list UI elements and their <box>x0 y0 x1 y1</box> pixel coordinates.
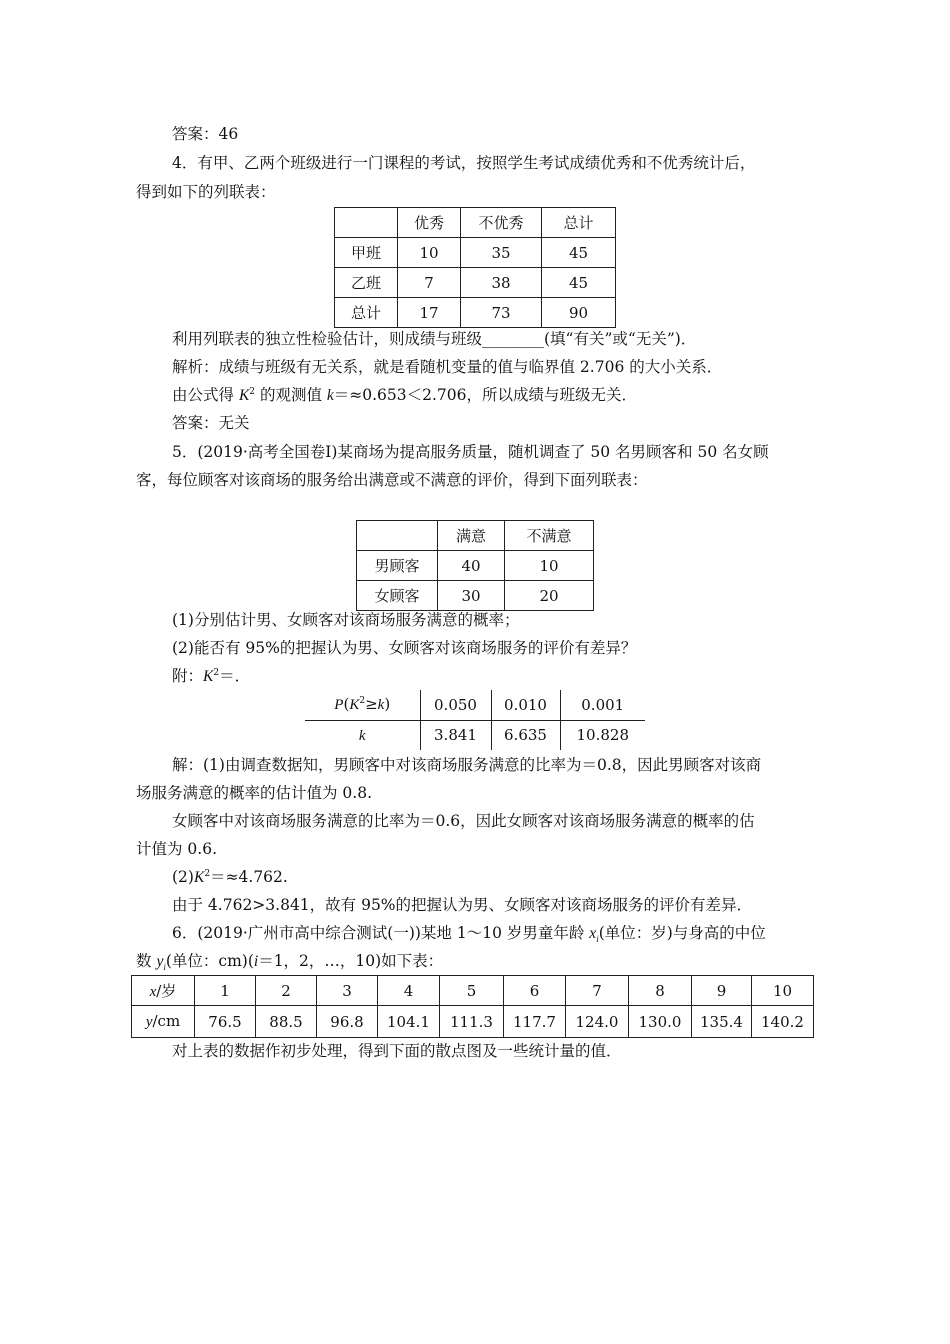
contingency-table-customer <box>356 520 594 611</box>
solution-line: 解：(1)由调查数据知，男顾客中对该商场服务满意的比率为＝0.8，因此男顾客对该商 <box>172 756 762 774</box>
question-4-text: 4．有甲、乙两个班级进行一门课程的考试，按照学生考试成绩优秀和不优秀统计后， <box>172 154 756 172</box>
question-6-text: 6．(2019·广州市高中综合测试(一))某地 1～10 岁男童年龄 $x_i$(单位：岁)与身高的中位 <box>172 924 766 945</box>
table-cell: 10.828 <box>576 726 629 745</box>
table-cell: x/岁 <box>132 976 195 1006</box>
table-cell <box>357 521 438 551</box>
question-5-text: 5．(2019·高考全国卷Ⅰ)某商场为提高服务质量，随机调查了 50 名男顾客和 50 名女顾 <box>172 443 769 461</box>
table-cell: 7 <box>398 268 461 298</box>
answer-line: 答案：46 <box>172 125 239 143</box>
solution-line: 场服务满意的概率的估计值为 0.8. <box>136 784 373 802</box>
table-cell: k <box>305 720 420 750</box>
table-cell: 0.001 <box>581 695 625 714</box>
table-cell: 0.010 <box>491 690 560 720</box>
table-row <box>335 298 616 328</box>
table-cell: 76.5 <box>195 1006 256 1038</box>
table-cell: 45 <box>542 238 616 268</box>
table-cell: 5 <box>440 976 504 1006</box>
table-cell: 135.4 <box>692 1006 752 1038</box>
table-cell: 4 <box>378 976 440 1006</box>
question-6-followup: 对上表的数据作初步处理，得到下面的散点图及一些统计量的值． <box>172 1042 622 1060</box>
table-header-row <box>357 521 594 551</box>
table-cell: 满意 <box>438 521 505 551</box>
table-cell: 20 <box>505 581 594 611</box>
table-cell: 1 <box>195 976 256 1006</box>
table-row <box>357 581 594 611</box>
table-cell: 10 <box>505 551 594 581</box>
question-5-part-1: (1)分别估计男、女顾客对该商场服务满意的概率； <box>172 611 520 629</box>
age-height-table <box>131 975 814 1038</box>
table-row <box>335 268 616 298</box>
table-cell: 不满意 <box>505 521 594 551</box>
table-cell: 38 <box>461 268 542 298</box>
question-5-text-cont: 客，每位顾客对该商场的服务给出满意或不满意的评价，得到下面列联表： <box>136 471 648 489</box>
question-4-prompt: 利用列联表的独立性检验估计，则成绩与班级________(填“有关”或“无关”)． <box>172 330 697 348</box>
table-cell: 10 <box>752 976 814 1006</box>
table-cell: 111.3 <box>440 1006 504 1038</box>
table-cell: 104.1 <box>378 1006 440 1038</box>
table-cell: 3.841 <box>420 720 491 750</box>
analysis-line: 解析：成绩与班级有无关系，就是看随机变量的值与临界值 2.706 的大小关系． <box>172 358 723 376</box>
question-4-text-cont: 得到如下的列联表： <box>136 183 276 201</box>
table-cell: 40 <box>438 551 505 581</box>
table-cell: 17 <box>398 298 461 328</box>
table-cell: 140.2 <box>752 1006 814 1038</box>
table-cell: 117.7 <box>504 1006 566 1038</box>
solution-line: 女顾客中对该商场服务满意的比率为＝0.6，因此女顾客对该商场服务满意的概率的估 <box>172 812 755 830</box>
question-6-text-cont: 数 $y_i$(单位：cm)(i＝1，2，…，10)如下表： <box>136 952 444 973</box>
table-cell: 10 <box>398 238 461 268</box>
solution-line: 由于 4.762>3.841，故有 95%的把握认为男、女顾客对该商场服务的评价有差异． <box>172 896 753 914</box>
table-cell: 88.5 <box>256 1006 317 1038</box>
table-cell: 6.635 <box>491 720 560 750</box>
table-cell: 124.0 <box>566 1006 629 1038</box>
table-row <box>305 690 645 720</box>
contingency-table-class <box>334 207 616 328</box>
table-cell: 73 <box>461 298 542 328</box>
table-cell: 男顾客 <box>357 551 438 581</box>
table-cell: 甲班 <box>335 238 398 268</box>
table-cell: 6 <box>504 976 566 1006</box>
solution-line: 计值为 0.6. <box>136 840 218 858</box>
table-row <box>305 720 645 750</box>
table-row <box>335 238 616 268</box>
table-cell: 不优秀 <box>461 208 542 238</box>
table-cell: 3 <box>317 976 378 1006</box>
table-cell: 35 <box>461 238 542 268</box>
question-5-part-2: (2)能否有 95%的把握认为男、女顾客对该商场服务的评价有差异？ <box>172 639 637 657</box>
table-cell: 9 <box>692 976 752 1006</box>
table-cell: 女顾客 <box>357 581 438 611</box>
table-cell: 30 <box>438 581 505 611</box>
analysis-line: 由公式得 $K^2$ 的观测值 k＝≈0.653＜2.706，所以成绩与班级无关． <box>172 386 638 404</box>
critical-value-table <box>305 690 645 750</box>
table-cell: 0.050 <box>420 690 491 720</box>
table-cell: 130.0 <box>629 1006 692 1038</box>
table-row <box>132 976 814 1006</box>
table-cell: 8 <box>629 976 692 1006</box>
table-cell: 2 <box>256 976 317 1006</box>
table-cell: 乙班 <box>335 268 398 298</box>
table-cell: 总计 <box>335 298 398 328</box>
table-cell: 优秀 <box>398 208 461 238</box>
table-cell: 45 <box>542 268 616 298</box>
table-row <box>132 1006 814 1038</box>
table-cell: 总计 <box>542 208 616 238</box>
table-cell: $P(K^2\ge k)$ <box>305 690 420 720</box>
table-header-row <box>335 208 616 238</box>
solution-line: $(2)K^2=\approx 4.762$. <box>172 868 288 886</box>
table-cell: 7 <box>566 976 629 1006</box>
table-row <box>357 551 594 581</box>
table-cell <box>335 208 398 238</box>
answer-line: 答案：无关 <box>172 414 250 432</box>
table-cell: 96.8 <box>317 1006 378 1038</box>
table-cell: y/cm <box>132 1006 195 1038</box>
appendix-formula: 附：$K^2=$． <box>172 667 251 685</box>
table-cell: 90 <box>542 298 616 328</box>
